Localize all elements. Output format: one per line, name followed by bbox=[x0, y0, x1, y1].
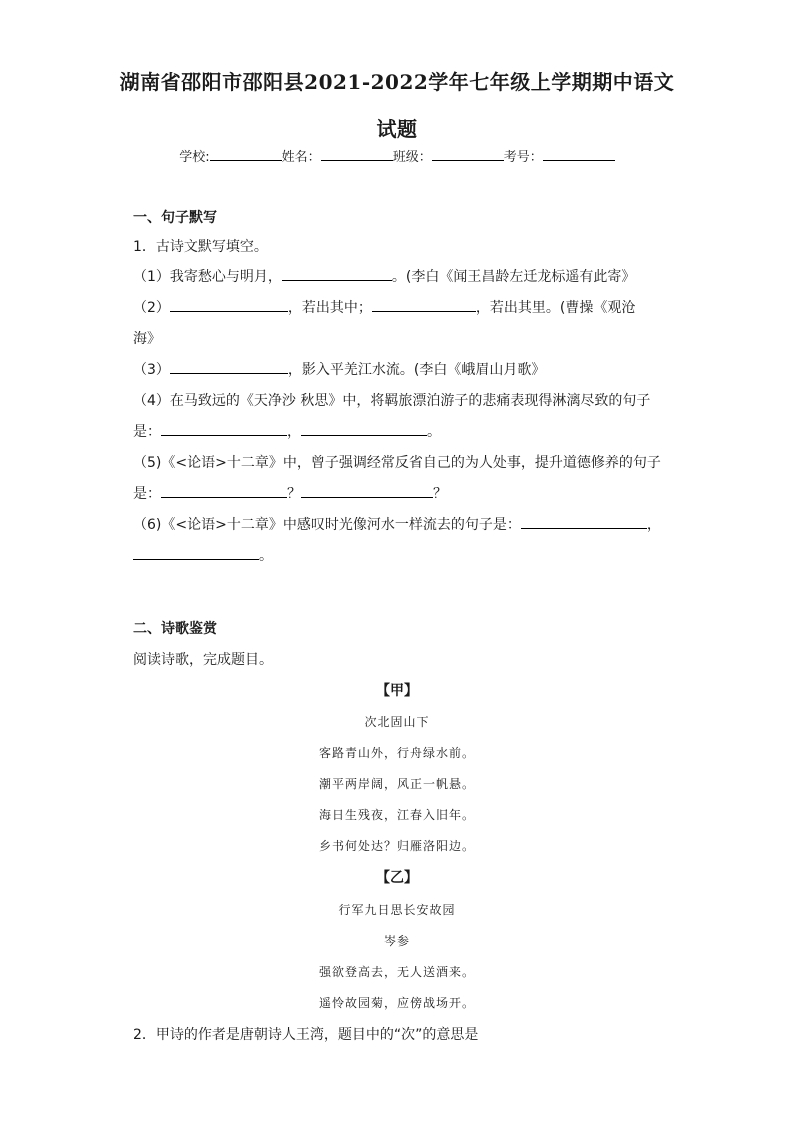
answer-blank[interactable] bbox=[282, 266, 392, 281]
poem-b-line: 强欲登高去，无人送酒来。 bbox=[318, 965, 475, 979]
item-6 bbox=[133, 514, 661, 534]
item-3-source: ，影入平羌江水流。(李白《峨眉山月歌》 bbox=[287, 362, 546, 378]
answer-blank[interactable] bbox=[170, 359, 288, 374]
poem-b-title: 行军九日思长安故园 bbox=[338, 903, 456, 917]
page-title: 湖南省邵阳市邵阳县2021-2022学年七年级上学期期中语文 bbox=[119, 70, 675, 94]
class-label: 班级： bbox=[392, 150, 432, 165]
name-blank[interactable] bbox=[321, 148, 393, 161]
item-2 bbox=[133, 297, 635, 317]
punctuation: ， bbox=[646, 517, 661, 533]
item-4-answer-line bbox=[133, 421, 441, 441]
school-label: 学校: bbox=[179, 150, 210, 165]
answer-blank[interactable] bbox=[521, 514, 647, 529]
item-2-continued: 海》 bbox=[133, 331, 161, 347]
poem-a-title: 次北固山下 bbox=[364, 715, 430, 729]
poem-b-line: 遥怜故园菊，应傍战场开。 bbox=[318, 996, 475, 1010]
answer-blank[interactable] bbox=[170, 297, 288, 312]
answer-blank[interactable] bbox=[161, 483, 287, 498]
question-1-stem: 1．古诗文默写填空。 bbox=[133, 239, 268, 255]
school-blank[interactable] bbox=[210, 148, 282, 161]
item-6-text: （6)《<论语>十二章》中感叹时光像河水一样流去的句子是： bbox=[133, 517, 521, 533]
item-3 bbox=[133, 359, 545, 379]
student-info-row bbox=[0, 146, 794, 165]
poem-a-line: 乡书何处达？归雁洛阳边。 bbox=[318, 839, 475, 853]
answer-blank[interactable] bbox=[301, 483, 433, 498]
punctuation: 。 bbox=[427, 424, 441, 440]
item-5: （5)《<论语>十二章》中，曾子强调经常反省自己的为人处事，提升道德修养的句子 bbox=[133, 455, 661, 471]
reading-instruction: 阅读诗歌，完成题目。 bbox=[133, 652, 273, 668]
item-4-is: 是： bbox=[133, 424, 161, 440]
poem-a-line: 客路青山外，行舟绿水前。 bbox=[318, 746, 475, 760]
section-heading-2: 二、诗歌鉴赏 bbox=[133, 621, 217, 637]
item-3-number: （3） bbox=[133, 362, 170, 378]
punctuation: 。 bbox=[259, 548, 273, 564]
punctuation: ？ bbox=[433, 486, 447, 502]
item-2-number: （2） bbox=[133, 300, 170, 316]
number-label: 考号： bbox=[503, 150, 543, 165]
poem-a-line: 潮平两岸阔，风正一帆悬。 bbox=[318, 777, 475, 791]
item-4: （4）在马致远的《天净沙 秋思》中，将羁旅漂泊游子的悲痛表现得淋漓尽致的句子 bbox=[133, 393, 651, 409]
item-5-answer-line bbox=[133, 483, 447, 503]
class-blank[interactable] bbox=[432, 148, 504, 161]
item-5-is: 是： bbox=[133, 486, 161, 502]
answer-blank[interactable] bbox=[161, 421, 287, 436]
punctuation: ？ bbox=[287, 486, 301, 502]
name-label: 姓名： bbox=[281, 150, 321, 165]
item-6-answer-line bbox=[133, 545, 273, 565]
answer-blank[interactable] bbox=[301, 421, 427, 436]
item-2-text: ，若出其中； bbox=[287, 300, 372, 316]
item-2-source: ，若出其里。(曹操《观沧 bbox=[475, 300, 636, 316]
poem-a-line: 海日生残夜，江春入旧年。 bbox=[318, 808, 475, 822]
punctuation: ， bbox=[287, 424, 301, 440]
number-blank[interactable] bbox=[543, 148, 615, 161]
item-1 bbox=[133, 266, 635, 286]
poem-a-label: 【甲】 bbox=[376, 683, 418, 699]
item-1-source: 。(李白《闻王昌龄左迁龙标遥有此寄》 bbox=[391, 269, 636, 285]
item-1-text: （1）我寄愁心与明月， bbox=[133, 269, 282, 285]
answer-blank[interactable] bbox=[372, 297, 476, 312]
page-title-continued: 试题 bbox=[376, 117, 418, 141]
poem-b-label: 【乙】 bbox=[376, 870, 418, 886]
answer-blank[interactable] bbox=[133, 545, 259, 560]
poem-b-author: 岑参 bbox=[383, 934, 410, 948]
question-2: 2．甲诗的作者是唐朝诗人王湾，题目中的“次”的意思是 bbox=[133, 1027, 479, 1043]
section-heading-1: 一、句子默写 bbox=[133, 210, 217, 226]
